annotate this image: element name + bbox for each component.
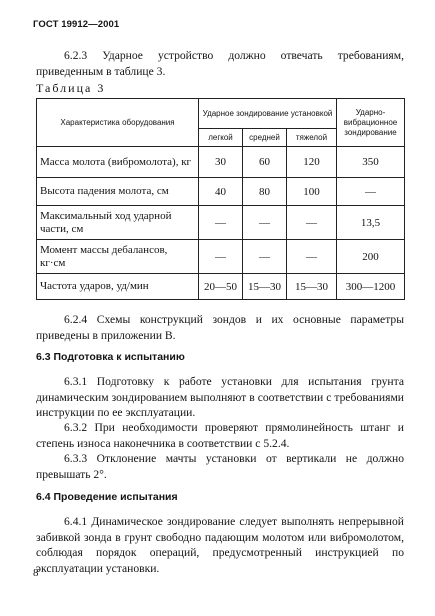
table-caption: Таблица 3 xyxy=(36,81,106,95)
cell-medium: — xyxy=(243,240,287,274)
section-heading-6-3: 6.3 Подготовка к испытанию xyxy=(36,351,185,363)
paragraph-6-3-3: 6.3.3 Отклонение мачты установки от вертикали не должно превышать 2°. xyxy=(36,452,404,481)
cell-light: 40 xyxy=(199,178,243,206)
section-heading-6-4: 6.4 Проведение испытания xyxy=(36,491,178,503)
table-row xyxy=(37,274,405,300)
table-row xyxy=(37,178,405,206)
paragraph-6-2-4: 6.2.4 Схемы конструкций зондов и их основные параметры приведены в приложении В. xyxy=(36,313,404,342)
cell-vibro: 350 xyxy=(337,147,405,178)
page-number: 8 xyxy=(33,567,39,579)
cell-light: 20—50 xyxy=(199,274,243,300)
header-characteristic: Характеристика оборудования xyxy=(37,99,199,147)
header-heavy: тяжелой xyxy=(287,129,337,147)
cell-heavy: — xyxy=(287,206,337,240)
cell-medium: 15—30 xyxy=(243,274,287,300)
cell-vibro: — xyxy=(337,178,405,206)
cell-light: 30 xyxy=(199,147,243,178)
cell-vibro: 13,5 xyxy=(337,206,405,240)
table-3 xyxy=(36,98,405,300)
paragraph-6-3-1: 6.3.1 Подготовку к работе установки для испытания грунта динамическим зондированием выполняют в соответствии с требованиями инструкции по ее эксплуатации. xyxy=(36,375,404,419)
table-row xyxy=(37,240,405,274)
header-impact-sounding: Ударное зондирование установкой xyxy=(199,99,337,129)
paragraph-6-3-2: 6.3.2 При необходимости проверяют прямолинейность штанг и степень износа наконечника в соответствии с 5.2.4. xyxy=(36,421,404,450)
table-row xyxy=(37,147,405,178)
row-label: Масса молота (вибромолота), кг xyxy=(37,147,199,178)
row-label: Частота ударов, уд/мин xyxy=(37,274,199,300)
row-label: Высота падения молота, см xyxy=(37,178,199,206)
cell-heavy: 100 xyxy=(287,178,337,206)
header-vibro-sounding: Ударно-вибрационное зондирование xyxy=(337,99,405,147)
cell-medium: 80 xyxy=(243,178,287,206)
cell-medium: — xyxy=(243,206,287,240)
header-medium: средней xyxy=(243,129,287,147)
header-light: легкой xyxy=(199,129,243,147)
cell-heavy: — xyxy=(287,240,337,274)
row-label: Максимальный ход ударной части, см xyxy=(37,206,199,240)
paragraph-6-4-1: 6.4.1 Динамическое зондирование следует выполнять непрерывной забивкой зонда в грунт свободно падающим молотом или вибромолотом, соблюдая порядок операций, предусмотренный инструкцией по эксплуатации установки. xyxy=(36,515,404,575)
cell-vibro: 200 xyxy=(337,240,405,274)
cell-light: — xyxy=(199,240,243,274)
paragraph-6-2-3: 6.2.3 Ударное устройство должно отвечать требованиям, приведенным в таблице 3. xyxy=(36,49,404,78)
row-label: Момент массы дебалансов, кг·см xyxy=(37,240,199,274)
running-header: ГОСТ 19912—2001 xyxy=(33,19,120,30)
cell-vibro: 300—1200 xyxy=(337,274,405,300)
table-row xyxy=(37,206,405,240)
cell-medium: 60 xyxy=(243,147,287,178)
cell-heavy: 15—30 xyxy=(287,274,337,300)
cell-light: — xyxy=(199,206,243,240)
cell-heavy: 120 xyxy=(287,147,337,178)
